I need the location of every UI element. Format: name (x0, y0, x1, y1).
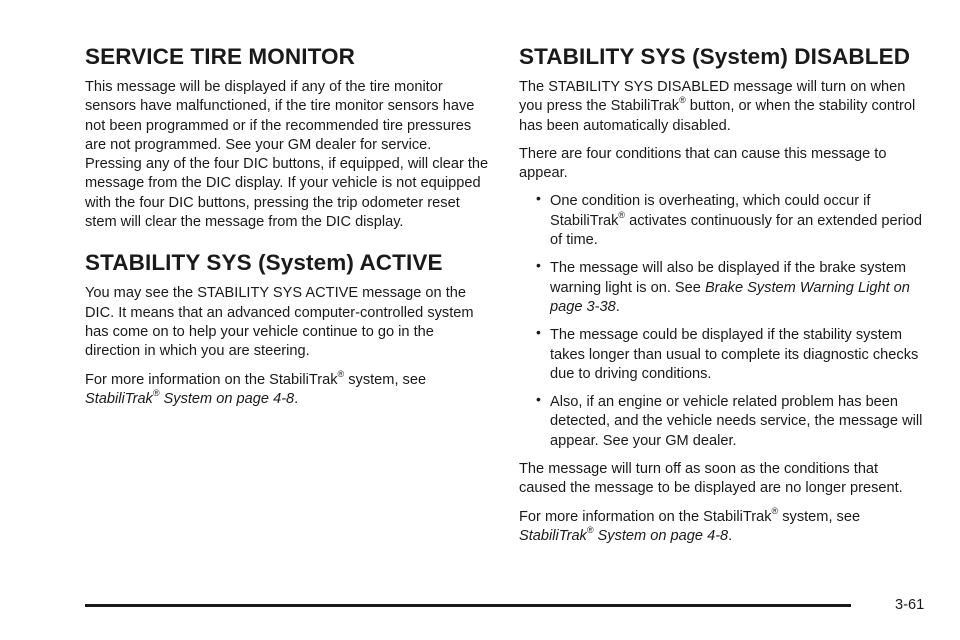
heading-stability-active: STABILITY SYS (System) ACTIVE (85, 250, 443, 276)
stabilitrak-reference-link[interactable]: StabiliTrak® System on page 4-8 (519, 524, 729, 544)
stabilitrak-reference-link[interactable]: StabiliTrak® System on page 4-8 (85, 387, 295, 407)
heading-stability-disabled: STABILITY SYS (System) DISABLED (519, 44, 911, 69)
left-column (85, 44, 490, 418)
footer-rule (85, 604, 851, 607)
bullet-icon: • (536, 324, 541, 341)
bullet-icon: • (536, 391, 541, 408)
paragraph-stability-disabled: The STABILITY SYS DISABLED message will turn on when you press the StabiliTrak® button, or when the stability control has been automatically disabled. (519, 79, 916, 134)
bullet-icon: • (536, 257, 541, 274)
paragraph-message-off: The message will turn off as soon as the conditions that caused the message to be displayed are no longer present. (519, 461, 903, 497)
paragraph-stability-active: You may see the STABILITY SYS ACTIVE message on the DIC. It means that an advanced computer-controlled system has come on to help your vehicle continue to go in the direction in which you are steering. (85, 285, 474, 360)
right-column (519, 44, 924, 555)
brake-warning-reference-link[interactable]: Brake System Warning Light on page 3-38 (550, 279, 910, 315)
heading-service-tire-monitor: SERVICE TIRE MONITOR (85, 44, 355, 69)
paragraph-conditions-intro: There are four conditions that can cause this message to appear. (519, 145, 887, 182)
list-item: • The message will also be displayed if the brake system warning light is on. See Brake System Warning Light on page 3-38. (536, 257, 910, 315)
conditions-list (519, 192, 924, 451)
paragraph-more-info-right: For more information on the StabiliTrak® system, see StabiliTrak® System on page 4-8. (519, 505, 861, 544)
page-number: 3-61 (895, 597, 925, 613)
list-item: • The message could be displayed if the stability system takes longer than usual to complete its diagnostic checks due to driving conditions. (536, 324, 919, 382)
bullet-icon: • (536, 190, 541, 207)
paragraph-tire-monitor: This message will be displayed if any of the tire monitor sensors have malfunctioned, if the tire monitor sensors have not been programmed or if the recommended tire pressures are not programmed. See your GM dealer for service. Pressing any of the four DIC buttons, if equipped, will clear the message from the DIC display. If your vehicle is not equipped with the four DIC buttons, pressing the trip odometer reset stem will clear the message from the DIC display. (85, 79, 489, 231)
paragraph-more-info-left: For more information on the StabiliTrak® system, see StabiliTrak® System on page 4-8. (85, 368, 427, 407)
list-item: • One condition is overheating, which could occur if StabiliTrak® activates continuously for an extended period of time. (536, 190, 922, 249)
list-item: • Also, if an engine or vehicle related problem has been detected, and the vehicle needs service, the message will appear. See your GM dealer. (536, 391, 923, 449)
